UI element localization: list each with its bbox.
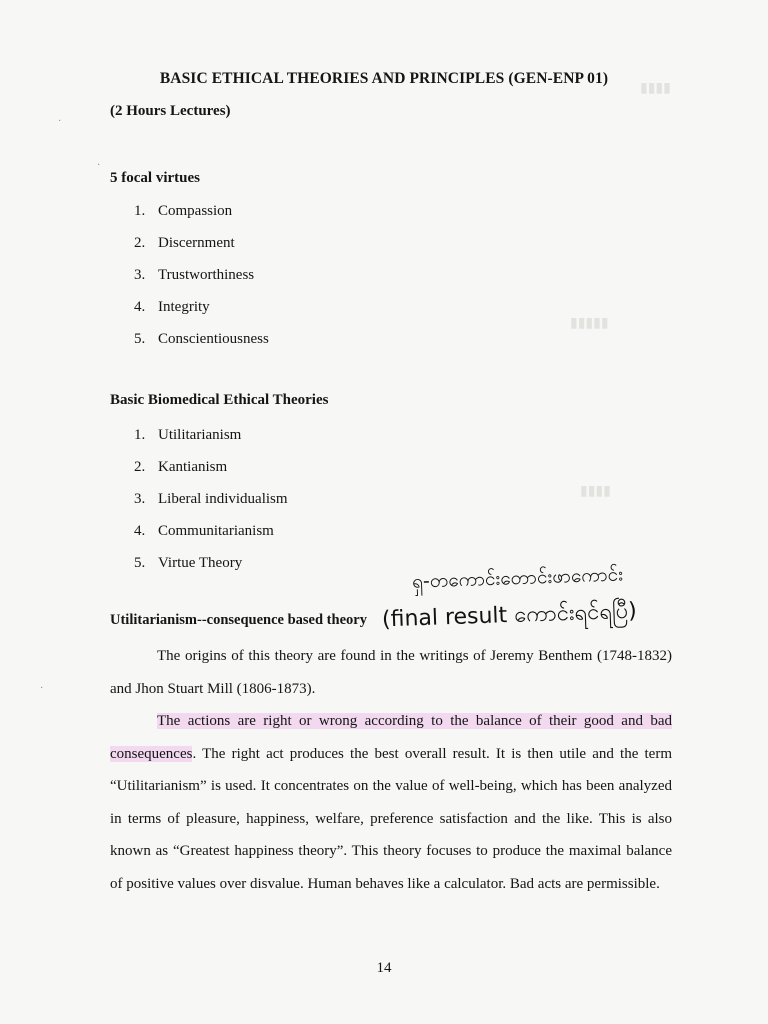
scan-speck: ·	[40, 683, 44, 694]
list-item: 1. Compassion	[134, 203, 233, 219]
page-title: BASIC ETHICAL THEORIES AND PRINCIPLES (GEN-ENP 01)	[159, 70, 609, 87]
handwritten-burmese-note: ရှ-တကောင်းတောင်းဖာကောင်း	[411, 563, 624, 593]
origins-paragraph: The origins of this theory are found in the writings of Jeremy Benthem (1748-1832) and Jhon Stuart Mill (1806-1873).	[110, 648, 672, 697]
page-number: 14	[376, 960, 392, 976]
list-item: 1. Utilitarianism	[134, 427, 242, 443]
scan-speck: ·	[58, 116, 62, 127]
list-item: 5. Conscientiousness	[134, 331, 269, 347]
list-item: 2. Kantianism	[134, 459, 228, 475]
utilitarianism-body	[110, 640, 672, 900]
bleed-through-text: ▮▮▮▮▮	[570, 316, 609, 331]
theories-heading: Basic Biomedical Ethical Theories	[110, 392, 329, 408]
list-item: 3. Trustworthiness	[134, 267, 255, 283]
virtues-list	[134, 201, 269, 361]
scan-speck: ·	[97, 160, 101, 171]
theories-list	[134, 425, 288, 585]
lecture-hours: (2 Hours Lectures)	[110, 103, 231, 119]
bleed-through-text: ▮▮▮▮	[580, 484, 611, 499]
definition-paragraph: The actions are right or wrong according to the balance of their good and bad consequences. The right act produces the best overall result. It is then utile and the term “Utilitarianism” is used. It concentrates on the value of well-being, which has been analyzed in terms of pleasure, happiness, welfare, preference satisfaction and the like. This is also known as “Greatest happiness theory”. This theory focuses to produce the maximal balance of positive values over disvalue. Human behaves like a calculator. Bad acts are permissible.	[110, 713, 672, 892]
handwritten-final-result-note: (final result ကောင်းရင်ရပြီ)	[381, 598, 638, 633]
highlighted-text: The actions are right or wrong according to the balance of their good and bad consequences	[110, 713, 672, 762]
bleed-through-text: ▮▮▮▮	[640, 81, 671, 96]
utilitarianism-heading: Utilitarianism--consequence based theory	[110, 612, 367, 628]
list-item: 4. Integrity	[134, 299, 210, 315]
list-item: 3. Liberal individualism	[134, 491, 288, 507]
list-item: 5. Virtue Theory	[134, 555, 243, 571]
list-item: 4. Communitarianism	[134, 523, 274, 539]
virtues-heading: 5 focal virtues	[110, 170, 200, 186]
list-item: 2. Discernment	[134, 235, 235, 251]
